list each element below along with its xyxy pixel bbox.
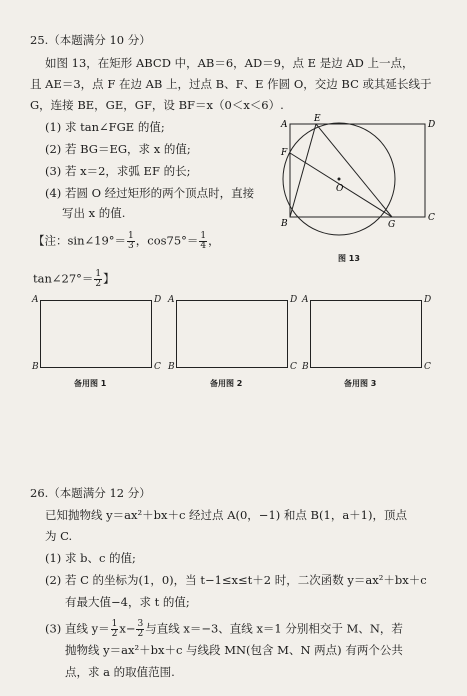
spare1-label-a: A xyxy=(32,295,39,305)
fraction-numerator: 3 xyxy=(137,619,144,629)
spare-figure-2-rect xyxy=(176,300,288,368)
note-mid: ，cos75°＝ xyxy=(135,233,199,248)
fraction-one-half xyxy=(94,270,102,289)
fraction-denominator: 4 xyxy=(200,241,207,251)
q26-text-line-2: 为 C. xyxy=(45,529,73,543)
label-a: A xyxy=(281,120,288,130)
fraction-numerator: 1 xyxy=(128,231,134,241)
q26-part-3-line-2: 抛物线 y＝ax²＋bx＋c 与线段 MN(包含 M、N 两点) 有两个公共 xyxy=(65,643,403,657)
q25-note-line-2 xyxy=(33,270,115,289)
label-g: G xyxy=(388,220,396,230)
spare3-label-b: B xyxy=(302,362,309,372)
note2-end: 】 xyxy=(103,271,115,286)
fraction-numerator: 1 xyxy=(200,231,207,241)
fraction-numerator: 1 xyxy=(111,619,118,629)
spare-figure-1-caption: 备用图 1 xyxy=(74,379,107,388)
q26-part-3-line-1 xyxy=(45,620,403,639)
spare3-label-d: D xyxy=(424,295,432,305)
label-e: E xyxy=(314,114,321,124)
spare3-label-c: C xyxy=(424,362,431,372)
q26-part-3-line-3: 点，求 a 的取值范围. xyxy=(65,665,175,679)
fraction-denominator: 2 xyxy=(95,279,102,289)
figure-13-caption: 图 13 xyxy=(338,254,360,263)
spare-figure-3-rect xyxy=(310,300,422,368)
q25-text-line-1: 如图 13，在矩形 ABCD 中，AB＝6，AD＝9，点 E 是边 AD 上一点， xyxy=(45,56,414,70)
segment-ge xyxy=(316,124,392,217)
spare2-label-b: B xyxy=(168,362,175,372)
p3-text-c: 与直线 x＝−3、直线 x＝1 分别相交于 M、N，若 xyxy=(145,621,403,636)
q25-header: 25.（本题满分 10 分） xyxy=(30,33,151,47)
label-f: F xyxy=(281,148,288,158)
label-o: O xyxy=(336,184,344,194)
note2-prefix: tan∠27°＝ xyxy=(33,271,94,286)
spare3-label-a: A xyxy=(302,295,309,305)
q26-header: 26.（本题满分 12 分） xyxy=(30,486,151,500)
fraction-denominator: 2 xyxy=(137,629,144,639)
note-end: ， xyxy=(208,233,220,248)
fraction-denominator: 2 xyxy=(111,629,118,639)
segment-be xyxy=(290,124,316,217)
q26-part-2-line-2: 有最大值−4，求 t 的值; xyxy=(65,595,190,609)
spare2-label-d: D xyxy=(290,295,298,305)
rectangle-abcd xyxy=(290,124,425,217)
spare-figure-1-rect xyxy=(40,300,152,368)
fraction-one-third xyxy=(127,232,135,251)
label-b: B xyxy=(281,219,288,229)
center-point-o xyxy=(338,178,341,181)
spare2-label-a: A xyxy=(168,295,175,305)
fraction-one-half xyxy=(111,620,119,639)
q25-note-line-1 xyxy=(33,232,220,251)
q25-part-2: (2) 若 BG＝EG，求 x 的值; xyxy=(45,142,191,156)
spare1-label-b: B xyxy=(32,362,39,372)
spare-figure-3-caption: 备用图 3 xyxy=(344,379,377,388)
q25-part-4-line-1: (4) 若圆 O 经过矩形的两个顶点时，直接 xyxy=(45,186,255,200)
fraction-one-quarter xyxy=(199,232,207,251)
q26-text-line-1: 已知抛物线 y＝ax²＋bx＋c 经过点 A(0，−1) 和点 B(1，a＋1)，顶点 xyxy=(45,508,407,522)
spare1-label-d: D xyxy=(154,295,162,305)
q25-part-4-line-2: 写出 x 的值. xyxy=(62,206,126,220)
fraction-three-halves xyxy=(136,620,144,639)
fraction-denominator: 3 xyxy=(128,241,134,251)
p3-text-a: (3) 直线 y＝ xyxy=(45,621,110,636)
figure-13-diagram xyxy=(280,112,445,237)
q25-part-3: (3) 若 x＝2，求弧 EF 的长; xyxy=(45,164,191,178)
spare1-label-c: C xyxy=(154,362,161,372)
note-prefix: 【注：sin∠19°＝ xyxy=(33,233,127,248)
p3-text-b: x− xyxy=(119,621,136,636)
q25-part-1: (1) 求 tan∠FGE 的值; xyxy=(45,120,165,134)
q25-text-line-2: 且 AE＝3，点 F 在边 AB 上，过点 B、F、E 作圆 O，交边 BC 或其延长线于 xyxy=(30,77,432,91)
label-c: C xyxy=(428,213,435,223)
spare2-label-c: C xyxy=(290,362,297,372)
spare-figure-2-caption: 备用图 2 xyxy=(210,379,243,388)
q26-part-1: (1) 求 b、c 的值; xyxy=(45,551,136,565)
q25-text-line-3: G，连接 BE，GE，GF，设 BF＝x（0＜x＜6）. xyxy=(30,98,284,112)
label-d: D xyxy=(428,120,436,130)
fraction-numerator: 1 xyxy=(95,269,102,279)
q26-part-2-line-1: (2) 若 C 的坐标为(1，0)，当 t−1≤x≤t＋2 时，二次函数 y＝ax²＋bx＋c xyxy=(45,573,427,587)
